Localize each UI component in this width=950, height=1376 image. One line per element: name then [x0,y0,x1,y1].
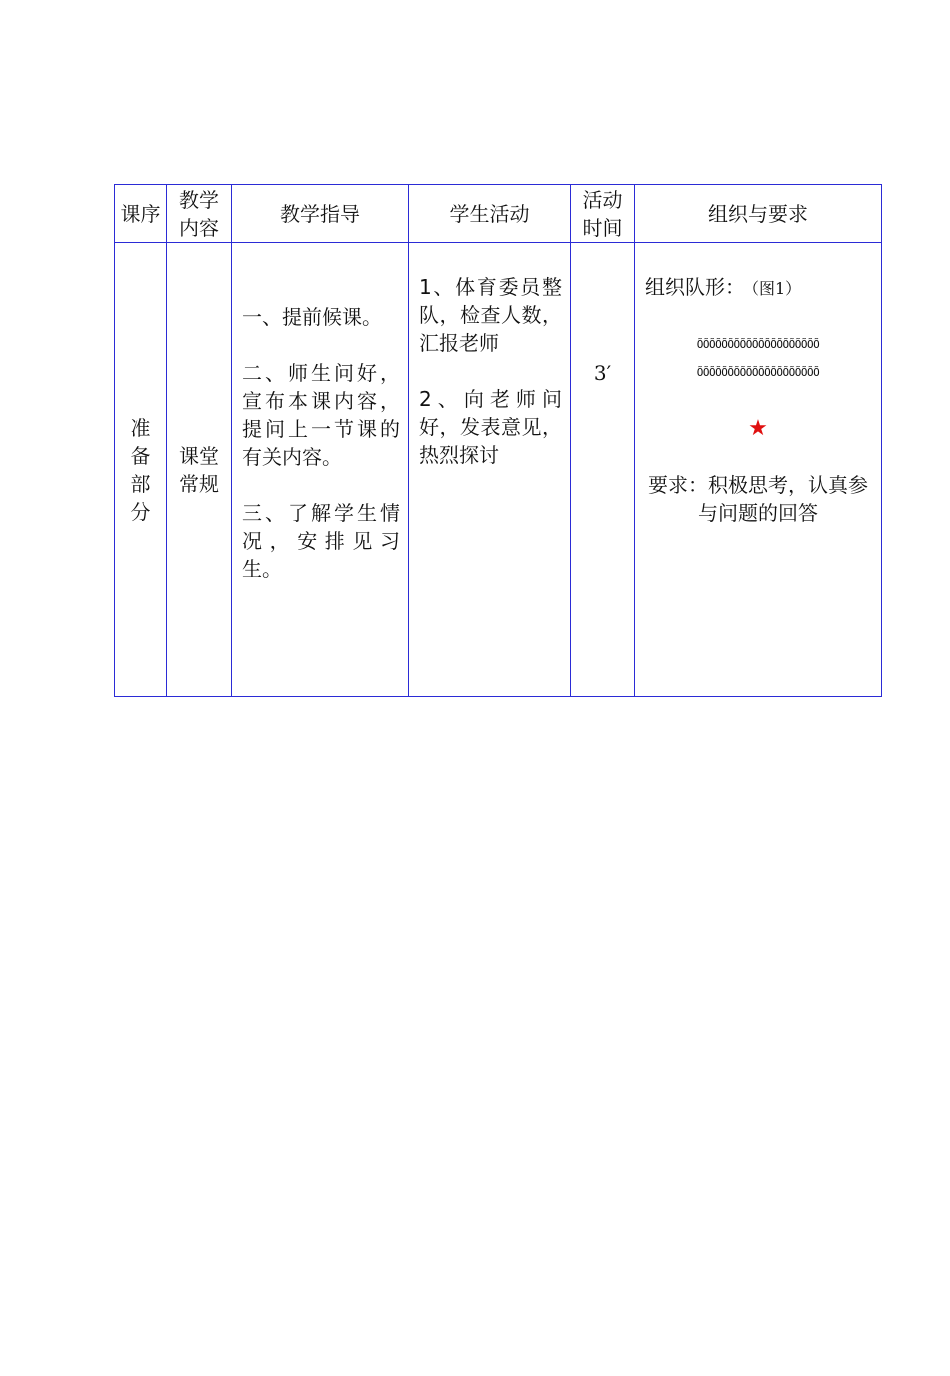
formation-row: ÕÕÕÕÕÕÕÕÕÕÕÕÕÕÕÕÕÕÕÕ [696,366,820,379]
guidance-item: 三、了解学生情况，安排见习生。 [242,501,400,581]
organization-title-text: 组织队形： [645,275,745,299]
content-label: 课堂常规 [179,443,219,496]
activity-item: 2、向老师问好，发表意见，热烈探讨 [419,387,562,467]
header-guidance: 教学指导 [280,201,360,226]
activity-cell [409,243,571,697]
time-value: 3′ [593,361,612,385]
header-row [115,185,882,243]
organization-title [645,273,871,303]
guidance-item: 一、提前候课。 [242,305,382,329]
guidance-cell [232,243,409,697]
teacher-star-icon: ★ [748,416,768,441]
activity-item: 1、体育委员整队，检查人数，汇报老师 [419,275,562,355]
header-time: 活动时间 [582,187,623,240]
figure-ref: （图1） [751,279,802,298]
section-label: 准备部分 [130,415,151,524]
organization-cell [635,243,882,697]
header-content: 教学内容 [179,187,219,240]
header-organization: 组织与要求 [708,201,808,226]
section-cell [115,243,167,697]
header-cell-activity [409,185,571,243]
formation-row: ÕÕÕÕÕÕÕÕÕÕÕÕÕÕÕÕÕÕÕÕ [696,338,820,351]
time-cell [571,243,635,697]
header-sequence: 课序 [120,201,161,226]
lesson-plan-table [114,184,882,697]
guidance-item: 二、师生问好，宣布本课内容，提问上一节课的有关内容。 [242,361,400,469]
header-cell-guidance [232,185,409,243]
header-cell-organization [635,185,882,243]
header-cell-sequence [115,185,167,243]
body-row [115,243,882,697]
header-cell-content [167,185,232,243]
header-cell-time [571,185,635,243]
header-activity: 学生活动 [449,201,530,226]
organization-requirement: 要求：积极思考，认真参与问题的回答 [648,473,868,525]
content-cell [167,243,232,697]
